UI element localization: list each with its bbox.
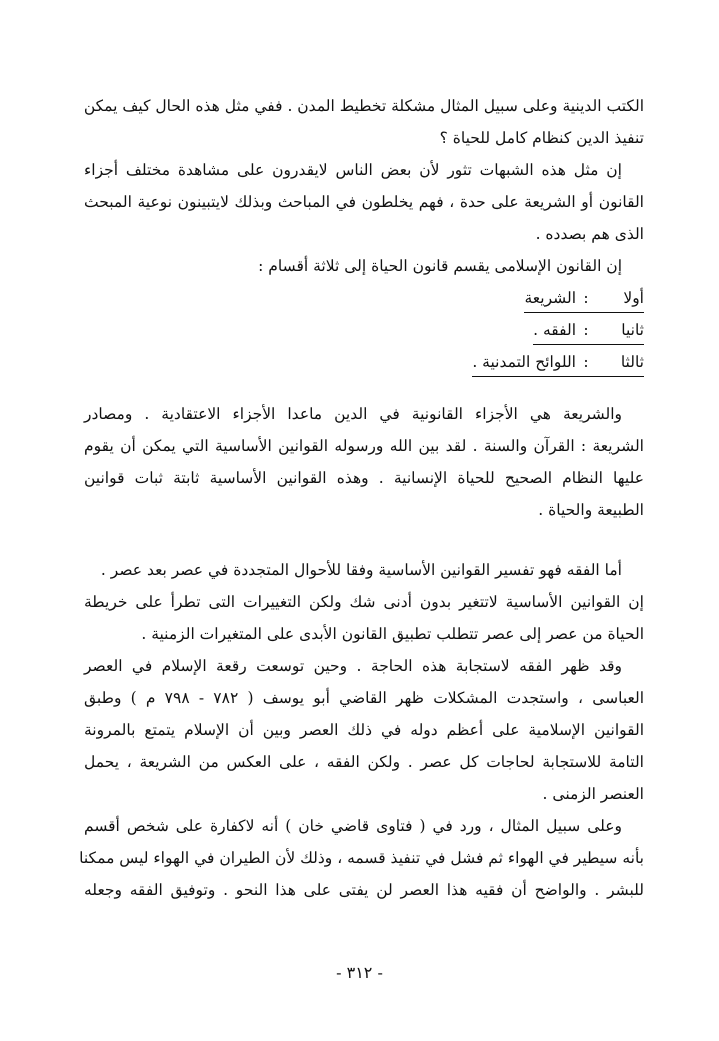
text-line: وعلى سبيل المثال ، ورد في ( فتاوى قاضي خان ) أنه لاكفارة على شخص أقسم [84,817,622,835]
list-ordinal: أولا [623,289,644,307]
paragraph-3 [84,250,644,282]
text-line: إن القوانين الأساسية لاتتغير بدون أدنى شك ولكن التغييرات التى تطرأ على خريطة [84,593,644,611]
text-line: القوانين الإسلامية على أعظم دوله في ذلك العصر وبين أن الإسلام يتمتع بالمرونة [84,721,644,739]
text-line: إن القانون الإسلامى يقسم قانون الحياة إلى ثلاثة أقسام : [258,257,622,275]
text-line: الكتب الدينية وعلى سبيل المثال مشكلة تخطيط المدن . ففي مثل هذه الحال كيف يمكن [83,97,644,115]
text-line: الشريعة : القرآن والسنة . لقد بين الله ورسوله القوانين الأساسية التي يمكن أن يقوم [84,437,644,455]
text-line: العنصر الزمنى . [542,785,644,803]
text-line: والشريعة هي الأجزاء القانونية في الدين ماعدا الأجزاء الاعتقادية . ومصادر [84,405,622,423]
text-line: التامة للاستجابة لحاجات كل عصر . ولكن الفقه ، على العكس من الشريعة ، يحمل [84,753,644,771]
list-item-underline [533,316,644,345]
list-ordinal: ثالثا [620,353,644,371]
text-line: القانون أو الشريعة على حدة ، فهم يخلطون في المباحث وبذلك لايتبينون نوعية المبحث [84,193,644,211]
paragraph-1 [84,90,644,154]
sections-list [84,282,644,378]
list-ordinal: ثانيا [621,321,644,339]
page-number: - ٣١٢ - [336,963,383,982]
list-item [84,346,644,378]
spacer [84,526,644,554]
paragraph-6 [84,650,644,810]
list-separator: : [583,289,589,307]
text-line: للبشر . والواضح أن فقيه هذا العصر لن يفتى على هذا النحو . وتوفيق الفقه وجعله [84,881,644,899]
list-term: اللوائح التمدنية . [472,353,576,371]
text-line: العباسى ، واستجدت المشكلات ظهر القاضي أبو يوسف ( ٧٨٢ - ٧٩٨ م ) وطبق [84,689,645,707]
text-line: أما الفقه فهو تفسير القوانين الأساسية وفقا للأحوال المتجددة في عصر بعد عصر . [100,561,622,579]
list-term: الشريعة [524,289,576,307]
list-item-underline [472,348,644,377]
paragraph-7 [79,810,644,906]
text-line: وقد ظهر الفقه لاستجابة هذه الحاجة . وحين توسعت رقعة الإسلام في العصر [84,657,622,675]
page-body [79,90,645,906]
text-line: إن مثل هذه الشبهات تثور لأن بعض الناس لايقدرون على مشاهدة مختلف أجزاء [84,161,622,179]
text-line: بأنه سيطير في الهواء ثم فشل في تنفيذ قسمه ، وذلك لأن الطيران في الهواء ليس ممكنا [79,849,644,867]
list-term: الفقه . [533,321,576,339]
paragraph-5 [84,554,644,650]
list-item-underline [524,284,644,313]
text-line: تنفيذ الدين كنظام كامل للحياة ؟ [439,129,644,147]
spacer [84,378,644,398]
paragraph-4 [84,398,644,526]
list-separator: : [583,353,589,371]
text-line: الحياة من عصر إلى عصر تتطلب تطبيق القانون الأبدى على المتغيرات الزمنية . [141,625,644,643]
list-item [84,282,644,314]
text-line: عليها النظام الصحيح للحياة الإنسانية . وهذه القوانين الأساسية ثابتة ثبات قوانين [84,469,644,487]
paragraph-2 [84,154,644,250]
text-line: الطبيعة والحياة . [538,501,644,519]
text-line: الذى هم بصدده . [535,225,644,243]
list-separator: : [583,321,589,339]
list-item [84,314,644,346]
